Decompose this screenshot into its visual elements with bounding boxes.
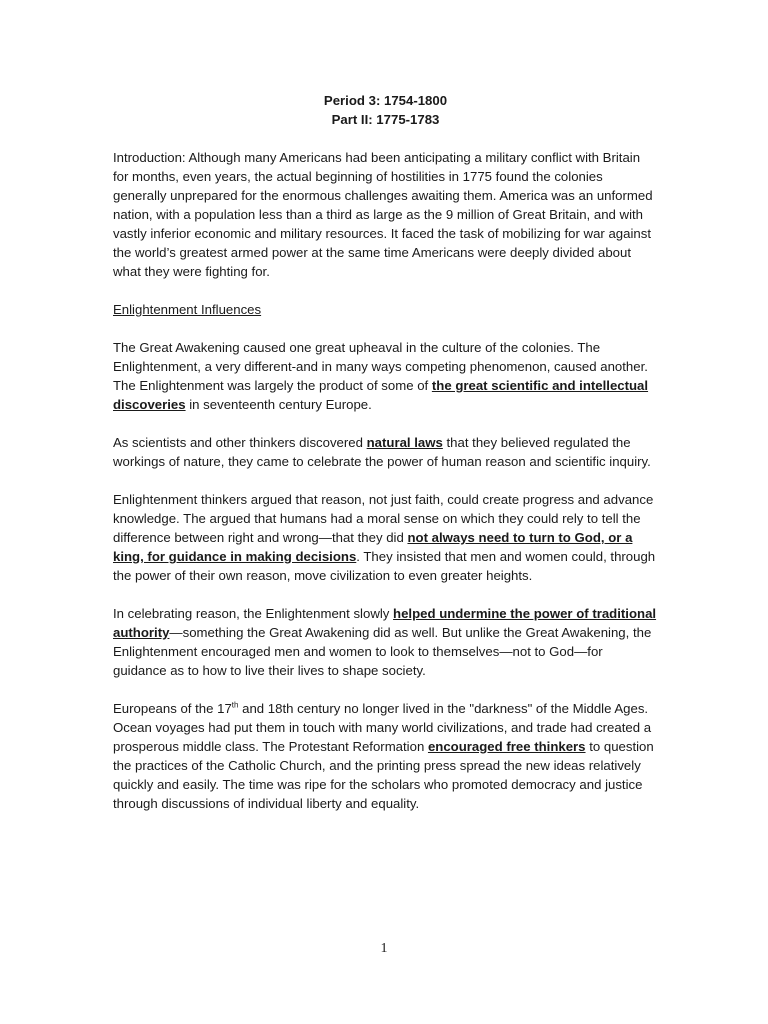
text-run: and 18th century no longer lived in the "darkness" of the Middle Ages. Ocean voyages had put them in touch with many world civilizations, and trade had created a prosperous middle class. The Protestant Reformation xyxy=(113,701,652,754)
document-body xyxy=(113,91,658,813)
emphasis-text: natural laws xyxy=(366,435,443,450)
document-subtitle: Part II: 1775-1783 xyxy=(331,112,440,127)
text-run: The Great Awakening caused one great upheaval in the culture of the colonies. The Enlightenment, a very different-and in many ways competing phenomenon, caused another. The Enlightenment was largely the product of some of xyxy=(113,340,648,393)
section-heading: Enlightenment Influences xyxy=(113,302,262,317)
text-run: that they believed regulated the workings of nature, they came to celebrate the power of human reason and scientific inquiry. xyxy=(113,435,651,469)
text-run: in seventeenth century Europe. xyxy=(185,397,372,412)
text-run: Enlightenment thinkers argued that reason, not just faith, could create progress and advance knowledge. The argued that humans had a moral sense on which they could rely to tell the difference between right and wrong—that they did xyxy=(113,492,654,545)
superscript: th xyxy=(231,700,239,710)
section-heading-paragraph xyxy=(113,300,658,319)
emphasis-text: encouraged free thinkers xyxy=(427,739,586,754)
intro-paragraph: Introduction: Although many Americans had been anticipating a military conflict with Britain for months, even years, the actual beginning of hostilities in 1775 found the colonies generally unprepared for the enormous challenges awaiting them. America was an unformed nation, with a population less than a third as large as the 9 million of Great Britain, and with vastly inferior economic and military resources. It faced the task of mobilizing for war against the world’s greatest armed power at the same time Americans were deeply divided about what they were fighting for. xyxy=(113,150,653,279)
paragraph-reason xyxy=(113,490,658,585)
paragraph-europeans xyxy=(113,699,658,813)
emphasis-text: the great scientific and intellectual discoveries xyxy=(113,378,649,412)
text-run: —something the Great Awakening did as well. But unlike the Great Awakening, the Enlightenment encouraged men and women to look to themselves—not to God—for guidance as to how to live their lives to shape society. xyxy=(113,625,652,678)
paragraph-authority xyxy=(113,604,658,680)
emphasis-text: helped undermine the power of traditional authority xyxy=(113,606,657,640)
text-run: Europeans of the 17 xyxy=(113,701,232,716)
document-title: Period 3: 1754-1800 xyxy=(323,93,448,108)
text-run: In celebrating reason, the Enlightenment slowly xyxy=(113,606,394,621)
emphasis-text: not always need to turn to God, or a king, for guidance in making decisions xyxy=(113,530,633,564)
text-run: As scientists and other thinkers discovered xyxy=(113,435,367,450)
paragraph-great-awakening xyxy=(113,338,658,414)
paragraph-natural-laws xyxy=(113,433,658,471)
text-run: to question the practices of the Catholic Church, and the printing press spread the new ideas relatively quickly and easily. The time was ripe for the scholars who promoted democracy and justice through discussions of individual liberty and equality. xyxy=(113,739,654,811)
page-number: 1 xyxy=(380,941,388,956)
text-run: . They insisted that men and women could, through the power of their own reason, move civilization to even greater heights. xyxy=(113,549,656,583)
